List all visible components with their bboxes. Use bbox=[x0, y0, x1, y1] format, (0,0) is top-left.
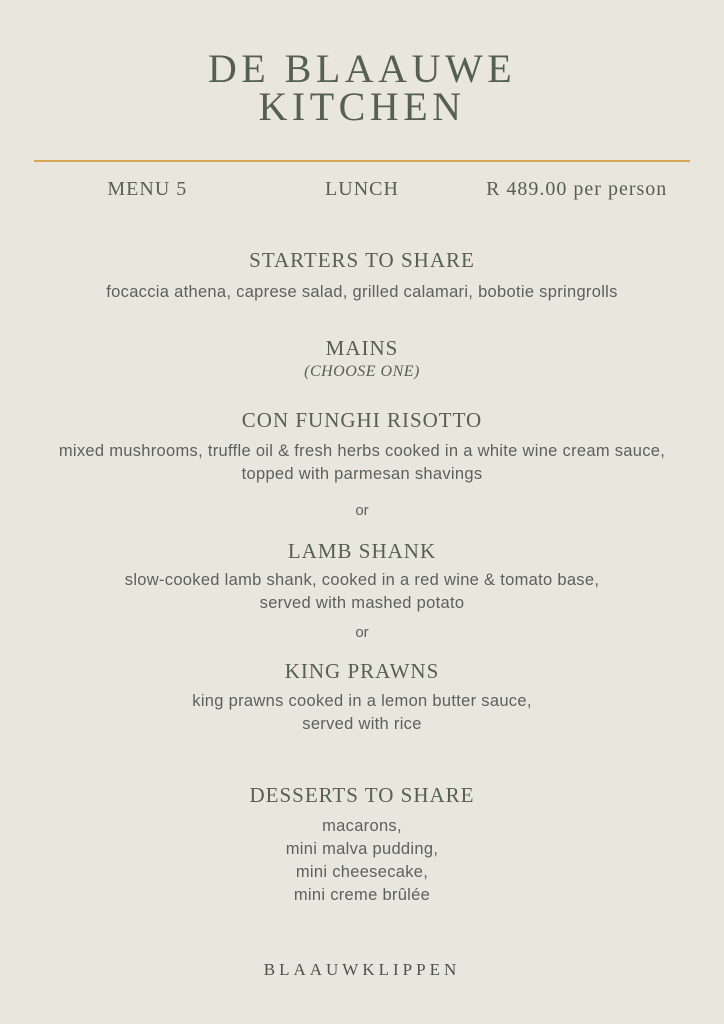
title-line-2: KITCHEN bbox=[258, 84, 466, 129]
description-line: topped with parmesan shavings bbox=[241, 465, 483, 483]
main-item-name-king-prawns: KING PRAWNS bbox=[284, 659, 440, 683]
description-line: slow-cooked lamb shank, cooked in a red wine & tomato base, bbox=[124, 571, 600, 589]
restaurant-title bbox=[0, 46, 724, 129]
or-separator: or bbox=[355, 502, 369, 519]
winery-brand-name: BLAAUWKLIPPEN bbox=[263, 960, 461, 979]
menu-number: MENU 5 bbox=[107, 178, 188, 200]
gold-divider bbox=[34, 160, 690, 162]
title-line-1: DE BLAAUWE bbox=[207, 46, 517, 91]
description-line: served with rice bbox=[302, 715, 422, 733]
dessert-item: mini creme brûlée bbox=[293, 886, 431, 904]
description-line: king prawns cooked in a lemon butter sauce, bbox=[192, 692, 532, 710]
description-line: served with mashed potato bbox=[259, 594, 465, 612]
price-per-person: R 489.00 per person bbox=[486, 178, 668, 200]
menu-info-row bbox=[0, 176, 724, 202]
desserts-list bbox=[0, 815, 724, 907]
dessert-item: macarons, bbox=[322, 817, 402, 835]
starters-heading: STARTERS TO SHARE bbox=[249, 248, 475, 272]
description-line: mixed mushrooms, truffle oil & fresh herbs cooked in a white wine cream sauce, bbox=[58, 442, 666, 460]
main-item-name-lamb-shank: LAMB SHANK bbox=[287, 539, 437, 563]
main-item-name-risotto: CON FUNGHI RISOTTO bbox=[241, 408, 483, 432]
or-separator: or bbox=[355, 624, 369, 641]
mains-choose-one-note: (CHOOSE ONE) bbox=[304, 363, 420, 380]
main-item-description-risotto bbox=[0, 440, 724, 486]
dessert-item: mini malva pudding, bbox=[285, 840, 439, 858]
mains-heading: MAINS bbox=[325, 336, 399, 360]
desserts-heading: DESSERTS TO SHARE bbox=[249, 783, 475, 807]
starters-description: focaccia athena, caprese salad, grilled calamari, bobotie springrolls bbox=[106, 283, 618, 301]
meal-type: LUNCH bbox=[325, 178, 399, 200]
dessert-item: mini cheesecake, bbox=[295, 863, 429, 881]
main-item-description-king-prawns bbox=[0, 690, 724, 736]
main-item-description-lamb-shank bbox=[0, 569, 724, 615]
